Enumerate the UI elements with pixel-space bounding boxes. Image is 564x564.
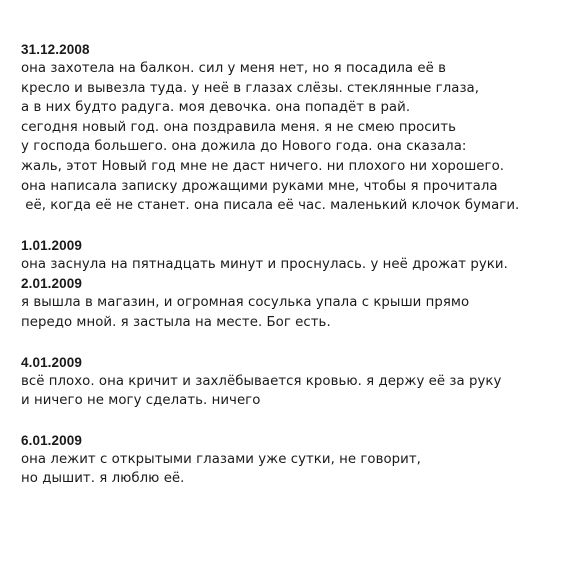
diary-entry — [21, 431, 551, 489]
entry-line: но дышит. я люблю её. — [21, 471, 185, 487]
entry-line: жаль, этот Новый год мне не даст ничего. ни плохого ни хорошего. — [21, 158, 505, 174]
entry-line: я вышла в магазин, и огромная сосулька упала с крыши прямо — [21, 295, 470, 311]
entry-line: а в них будто радуга. моя девочка. она попадёт в рай. — [21, 100, 411, 116]
entry-line: и ничего не могу сделать. ничего — [21, 393, 261, 409]
entry-line: у господа большего. она дожила до Нового года. она сказала: — [21, 139, 467, 155]
entry-line: передо мной. я застыла на месте. Бог есть. — [21, 314, 331, 330]
diary-page — [21, 40, 551, 489]
entry-date: 2.01.2009 — [21, 276, 82, 292]
entry-line: её, когда её не станет. она писала её час. маленький клочок бумаги. — [21, 198, 520, 214]
diary-entry — [21, 236, 551, 275]
entry-line: она заснула на пятнадцать минут и проснулась. у неё дрожат руки. — [21, 256, 508, 272]
diary-entry — [21, 274, 551, 332]
diary-entry — [21, 353, 551, 411]
entry-date: 31.12.2008 — [21, 42, 90, 57]
diary-entry — [21, 40, 551, 216]
entry-line: она написала записку дрожащими руками мне, чтобы я прочитала — [21, 178, 498, 194]
entry-line: сегодня новый год. она поздравила меня. я не смею просить — [21, 119, 457, 135]
entry-line: она лежит с открытыми глазами уже сутки, не говорит, — [21, 451, 421, 467]
entry-date: 4.01.2009 — [21, 354, 82, 370]
entry-line: кресло и вывезла туда. у неё в глазах слёзы. стеклянные глаза, — [21, 80, 480, 96]
entry-date: 6.01.2009 — [21, 432, 82, 448]
entry-line: всё плохо. она кричит и захлёбывается кровью. я держу её за руку — [21, 373, 502, 389]
entry-line: она захотела на балкон. сил у меня нет, но я посадила её в — [21, 61, 447, 76]
entry-date: 1.01.2009 — [21, 237, 82, 253]
